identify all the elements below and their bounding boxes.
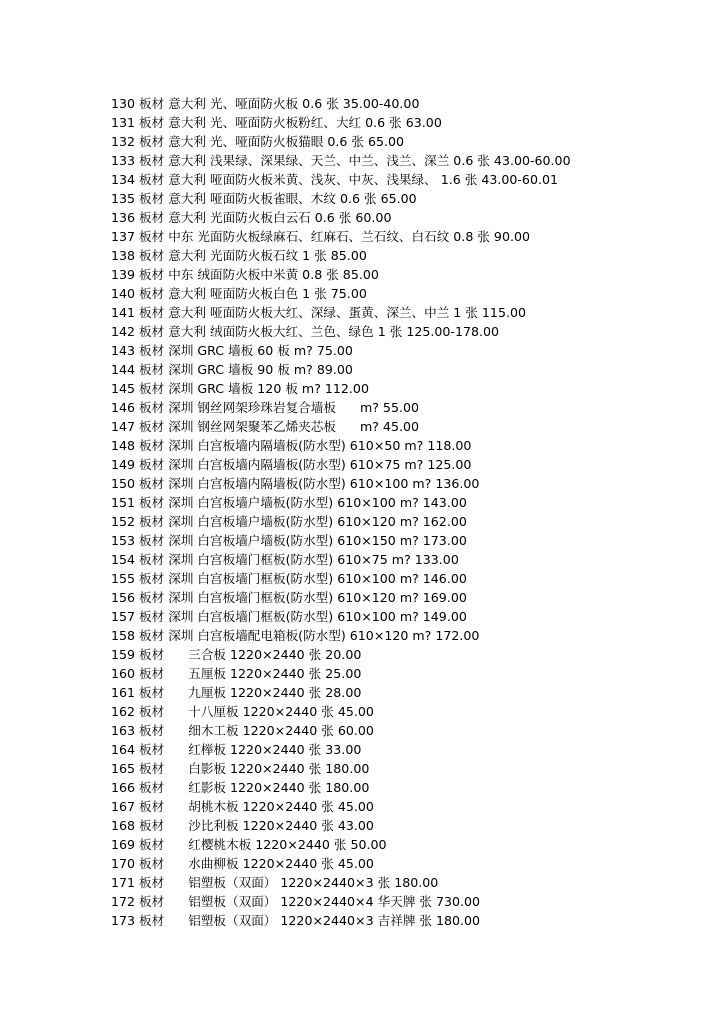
list-item: 168 板材 沙比利板 1220×2440 张 43.00 xyxy=(111,818,374,833)
list-item: 150 板材 深圳 白宫板墙内隔墙板(防水型) 610×100 m? 136.00 xyxy=(111,476,480,491)
list-item: 137 板材 中东 光面防火板绿麻石、红麻石、兰石纹、白石纹 0.8 张 90.00 xyxy=(111,229,530,244)
list-item: 135 板材 意大利 哑面防火板雀眼、木纹 0.6 张 65.00 xyxy=(111,191,417,206)
list-item: 145 板材 深圳 GRC 墙板 120 板 m? 112.00 xyxy=(111,381,369,396)
list-item: 165 板材 白影板 1220×2440 张 180.00 xyxy=(111,761,370,776)
list-item: 140 板材 意大利 哑面防火板白色 1 张 75.00 xyxy=(111,286,367,301)
list-item: 147 板材 深圳 钢丝网架聚苯乙烯夹芯板 m? 45.00 xyxy=(111,419,419,434)
list-item: 157 板材 深圳 白宫板墙门框板(防水型) 610×100 m? 149.00 xyxy=(111,609,467,624)
list-item: 144 板材 深圳 GRC 墙板 90 板 m? 89.00 xyxy=(111,362,353,377)
list-item: 141 板材 意大利 哑面防火板大红、深绿、蛋黄、深兰、中兰 1 张 115.00 xyxy=(111,305,526,320)
list-item: 134 板材 意大利 哑面防火板米黄、浅灰、中灰、浅果绿、 1.6 张 43.00-60.01 xyxy=(111,172,558,187)
list-item: 132 板材 意大利 光、哑面防火板猫眼 0.6 张 65.00 xyxy=(111,134,405,149)
list-item: 143 板材 深圳 GRC 墙板 60 板 m? 75.00 xyxy=(111,343,353,358)
list-item: 173 板材 铝塑板（双面） 1220×2440×3 吉祥牌 张 180.00 xyxy=(111,913,481,928)
list-item: 163 板材 细木工板 1220×2440 张 60.00 xyxy=(111,723,374,738)
list-item: 160 板材 五厘板 1220×2440 张 25.00 xyxy=(111,666,362,681)
list-item: 146 板材 深圳 钢丝网架珍珠岩复合墙板 m? 55.00 xyxy=(111,400,419,415)
list-item: 167 板材 胡桃木板 1220×2440 张 45.00 xyxy=(111,799,374,814)
list-item: 158 板材 深圳 白宫板墙配电箱板(防水型) 610×120 m? 172.00 xyxy=(111,628,480,643)
list-item: 162 板材 十八厘板 1220×2440 张 45.00 xyxy=(111,704,374,719)
list-item: 133 板材 意大利 浅果绿、深果绿、天兰、中兰、浅兰、深兰 0.6 张 43.00-60.00 xyxy=(111,153,571,168)
list-item: 151 板材 深圳 白宫板墙户墙板(防水型) 610×100 m? 143.00 xyxy=(111,495,467,510)
list-item: 153 板材 深圳 白宫板墙户墙板(防水型) 610×150 m? 173.00 xyxy=(111,533,467,548)
list-item: 159 板材 三合板 1220×2440 张 20.00 xyxy=(111,647,362,662)
list-item: 155 板材 深圳 白宫板墙门框板(防水型) 610×100 m? 146.00 xyxy=(111,571,467,586)
list-item: 169 板材 红樱桃木板 1220×2440 张 50.00 xyxy=(111,837,387,852)
list-item: 156 板材 深圳 白宫板墙门框板(防水型) 610×120 m? 169.00 xyxy=(111,590,467,605)
list-item: 152 板材 深圳 白宫板墙户墙板(防水型) 610×120 m? 162.00 xyxy=(111,514,467,529)
list-item: 161 板材 九厘板 1220×2440 张 28.00 xyxy=(111,685,362,700)
list-item: 154 板材 深圳 白宫板墙门框板(防水型) 610×75 m? 133.00 xyxy=(111,552,459,567)
list-item: 149 板材 深圳 白宫板墙内隔墙板(防水型) 610×75 m? 125.00 xyxy=(111,457,472,472)
list-item: 142 板材 意大利 绒面防火板大红、兰色、绿色 1 张 125.00-178.00 xyxy=(111,324,500,339)
list-item: 131 板材 意大利 光、哑面防火板粉红、大红 0.6 张 63.00 xyxy=(111,115,442,130)
list-item: 170 板材 水曲柳板 1220×2440 张 45.00 xyxy=(111,856,374,871)
list-item: 139 板材 中东 绒面防火板中米黄 0.8 张 85.00 xyxy=(111,267,379,282)
list-item: 164 板材 红榉板 1220×2440 张 33.00 xyxy=(111,742,362,757)
list-item: 136 板材 意大利 光面防火板白云石 0.6 张 60.00 xyxy=(111,210,392,225)
list-item: 148 板材 深圳 白宫板墙内隔墙板(防水型) 610×50 m? 118.00 xyxy=(111,438,472,453)
list-item: 130 板材 意大利 光、哑面防火板 0.6 张 35.00-40.00 xyxy=(111,96,420,111)
list-item: 171 板材 铝塑板（双面） 1220×2440×3 张 180.00 xyxy=(111,875,439,890)
list-item: 166 板材 红影板 1220×2440 张 180.00 xyxy=(111,780,370,795)
list-item: 172 板材 铝塑板（双面） 1220×2440×4 华天牌 张 730.00 xyxy=(111,894,481,909)
list-item: 138 板材 意大利 光面防火板石纹 1 张 85.00 xyxy=(111,248,367,263)
price-list-document xyxy=(111,94,711,930)
